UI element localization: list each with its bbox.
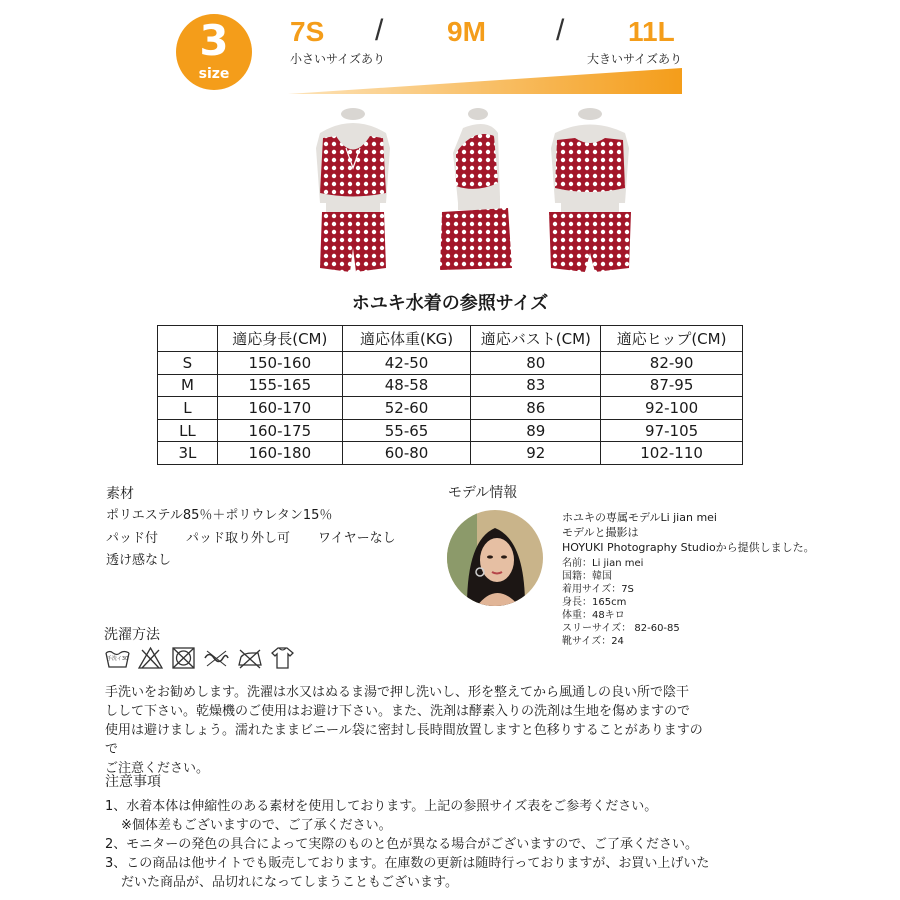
table-cell: 60-80 (342, 442, 471, 465)
table-cell: 80 (471, 352, 601, 375)
material-composition: ポリエステル85％＋ポリウレタン15％ (106, 508, 333, 523)
no-iron-icon (236, 645, 263, 671)
table-cell: 150-160 (217, 352, 342, 375)
size-9m: 9M (447, 16, 486, 47)
header-cell: 適応ヒップ(CM) (601, 326, 743, 352)
table-row (158, 442, 743, 465)
table-cell: 160-180 (217, 442, 342, 465)
note-line: 1、水着本体は伸縮性のある素材を使用しております。上記の参照サイズ表をご参考ください。 (105, 799, 658, 814)
not-see-through: 透け感なし (106, 553, 172, 568)
header-cell: 適応身長(CM) (217, 326, 342, 352)
size-11l: 11L (628, 16, 675, 47)
no-bleach-icon (137, 645, 164, 671)
table-cell: 89 (471, 419, 601, 442)
note-line: だいた商品が、品切れになってしまうこともございます。 (121, 875, 458, 890)
size-7s: 7S (290, 16, 325, 47)
model-detail: 体重：48キロ (562, 610, 625, 621)
note-line: 2、モニターの発色の具合によって実際のものと色が異なる場合がございますので、ご了承ください。 (105, 837, 699, 852)
model-intro: モデルと撮影は (562, 526, 639, 539)
model-intro: HOYUKI Photography Studioから提供しました。 (562, 541, 815, 554)
table-cell: 42-50 (342, 352, 471, 375)
table-cell: 48-58 (342, 374, 471, 397)
no-tumble-dry-icon (170, 645, 197, 671)
wash-icons (104, 645, 296, 671)
wash-line: 手洗いをお勧めします。洗濯は水又はぬるま湯で押し洗いし、形を整えてから風通しの良い所で陰干 (105, 685, 689, 700)
table-cell: 160-170 (217, 397, 342, 420)
header-cell (158, 326, 218, 352)
note-line: ※個体差もございますので、ご了承ください。 (121, 818, 392, 833)
size-count-label: size (198, 66, 230, 82)
table-row (158, 352, 743, 375)
table-cell: M (158, 374, 218, 397)
svg-text:手洗イ30: 手洗イ30 (106, 656, 129, 662)
table-cell: 87-95 (601, 374, 743, 397)
size-separator: / (556, 14, 565, 47)
table-row (158, 374, 743, 397)
model-heading: モデル情報 (448, 485, 518, 501)
material-heading: 素材 (106, 486, 134, 502)
table-cell: 92-100 (601, 397, 743, 420)
table-cell: 102-110 (601, 442, 743, 465)
header-cell: 適応バスト(CM) (471, 326, 601, 352)
model-detail: 靴サイズ：24 (562, 636, 624, 647)
table-cell: 92 (471, 442, 601, 465)
table-cell: 3L (158, 442, 218, 465)
size-chart-table (157, 325, 743, 465)
size-chart-title: ホユキ水着の参照サイズ (351, 293, 549, 314)
model-detail: 名前：Li jian mei (562, 558, 644, 569)
header-cell: 適応体重(KG) (342, 326, 471, 352)
swimsuit-back-photo (535, 108, 645, 278)
size-count-badge (176, 14, 252, 90)
model-avatar (447, 510, 543, 606)
table-header-row (158, 326, 743, 352)
model-detail: 国籍：韓国 (562, 571, 612, 582)
notes-list (105, 797, 725, 892)
note-line: 3、この商品は他サイトでも販売しております。在庫数の更新は随時行っておりますが、お買い上げいた (105, 856, 710, 871)
table-cell: 82-90 (601, 352, 743, 375)
table-row (158, 397, 743, 420)
wash-instructions (105, 683, 705, 778)
no-wring-icon (203, 645, 230, 671)
size-separator: / (375, 14, 384, 47)
table-cell: LL (158, 419, 218, 442)
wash-heading: 洗濯方法 (104, 627, 160, 643)
size-range-wedge (288, 68, 682, 94)
model-detail: 身長：165cm (562, 597, 627, 608)
wash-line: 使用は避けましょう。濡れたままビニール袋に密封し長時間放置しますと色移りすることがありますので (105, 723, 703, 757)
pad-removable: パッド取り外し可 (186, 531, 291, 546)
wash-line: しして下さい。乾燥機のご使用はお避け下さい。また、洗剤は酵素入りの洗剤は生地を傷めますので (105, 704, 691, 719)
small-size-note: 小さいサイズあり (290, 52, 386, 66)
table-cell: 55-65 (342, 419, 471, 442)
no-wire: ワイヤーなし (318, 531, 396, 546)
large-size-note: 大きいサイズあり (587, 52, 683, 66)
table-cell: 160-175 (217, 419, 342, 442)
hand-wash-icon (104, 645, 131, 671)
pad-included: パッド付 (106, 531, 159, 546)
table-cell: 52-60 (342, 397, 471, 420)
table-cell: 83 (471, 374, 601, 397)
shade-dry-icon (269, 645, 296, 671)
model-detail: 着用サイズ：7S (562, 584, 634, 595)
size-count-number: 3 (199, 16, 229, 65)
table-row (158, 419, 743, 442)
swimsuit-front-photo (298, 108, 408, 278)
table-cell: S (158, 352, 218, 375)
table-cell: 155-165 (217, 374, 342, 397)
table-cell: L (158, 397, 218, 420)
model-intro: ホユキの専属モデルLi jian mei (562, 511, 717, 524)
wash-line: ご注意ください。 (105, 761, 210, 776)
table-cell: 86 (471, 397, 601, 420)
table-cell: 97-105 (601, 419, 743, 442)
model-detail: スリーサイズ： 82-60-85 (562, 623, 680, 634)
swimsuit-side-photo (428, 108, 538, 278)
notes-heading: 注意事項 (105, 774, 161, 790)
